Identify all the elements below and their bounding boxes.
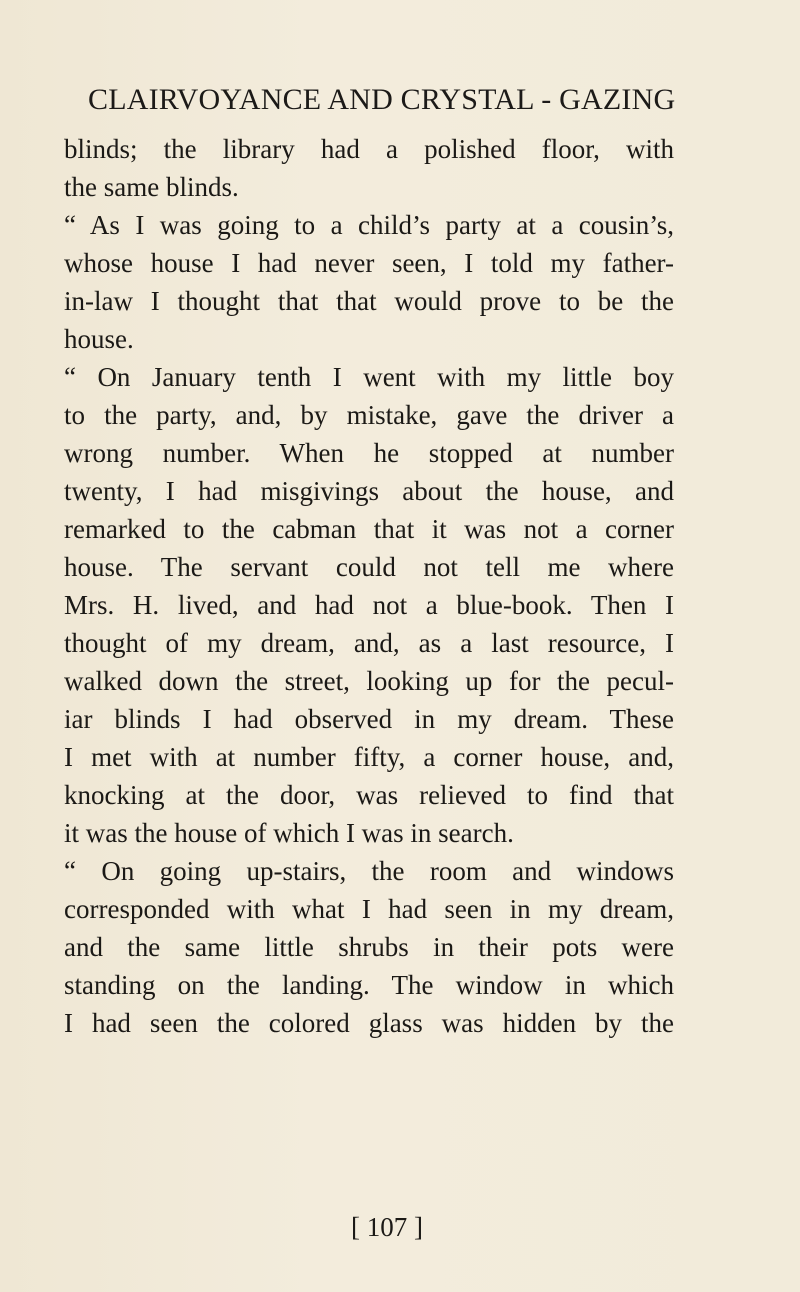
page-number: [ 107 ] <box>351 1212 423 1242</box>
text-line: house. <box>64 324 134 354</box>
page-body <box>64 130 674 1042</box>
text-line: iar blinds I had observed in my dream. These <box>64 704 674 734</box>
text-line: thought of my dream, and, as a last resource, I <box>64 628 674 658</box>
text-line: house. The servant could not tell me where <box>64 552 674 582</box>
text-line: to the party, and, by mistake, gave the driver a <box>64 400 674 430</box>
text-line: twenty, I had misgivings about the house, and <box>64 476 674 506</box>
text-line: standing on the landing. The window in which <box>64 970 674 1000</box>
running-header: CLAIRVOYANCE AND CRYSTAL - GAZING <box>88 83 676 116</box>
text-line: “ On going up-stairs, the room and windows <box>64 856 674 886</box>
text-line: the same blinds. <box>64 172 239 202</box>
text-line: wrong number. When he stopped at number <box>64 438 674 468</box>
text-line: and the same little shrubs in their pots were <box>64 932 674 962</box>
text-line: in-law I thought that that would prove to be the <box>64 286 674 316</box>
text-line: walked down the street, looking up for the pecul- <box>64 666 674 696</box>
text-line: I had seen the colored glass was hidden by the <box>64 1008 674 1038</box>
text-line: “ As I was going to a child’s party at a cousin’s, <box>64 210 674 240</box>
text-line: “ On January tenth I went with my little boy <box>64 362 674 392</box>
text-line: corresponded with what I had seen in my dream, <box>64 894 674 924</box>
text-line: whose house I had never seen, I told my father- <box>64 248 674 278</box>
text-line: blinds; the library had a polished floor, with <box>64 134 674 164</box>
text-line: I met with at number fifty, a corner house, and, <box>64 742 674 772</box>
text-line: remarked to the cabman that it was not a corner <box>64 514 674 544</box>
text-line: it was the house of which I was in search. <box>64 818 514 848</box>
text-line: knocking at the door, was relieved to find that <box>64 780 674 810</box>
text-line: Mrs. H. lived, and had not a blue-book. Then I <box>64 590 674 620</box>
